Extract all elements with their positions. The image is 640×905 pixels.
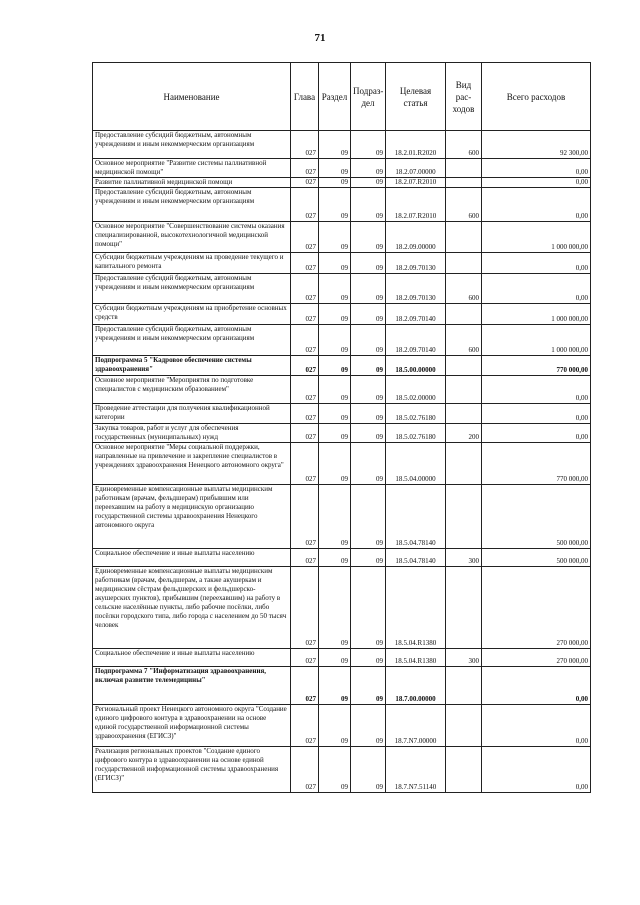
row-name: Единовременные компенсационные выплаты медицинским работникам (врачам, фельдшерам, а также акушеркам и медицинским сёстрам фельдшерских и фельдшерско-акушерских пунктов), прибывшим (переехавшим) на работу в сельские населённые пункты, либо рабочие посёлки, либо посёлки городского типа, либо города с населением до 50 тысяч человек [93,567,291,649]
row-expense-type [446,567,482,649]
row-section: 09 [319,443,351,485]
row-subsection: 09 [351,649,386,667]
row-expense-type [446,253,482,274]
row-expense-type [446,705,482,747]
row-subsection: 09 [351,131,386,159]
table-row [93,188,591,222]
row-chapter: 027 [291,443,319,485]
row-name: Субсидии бюджетным учреждениям на проведение текущего и капитального ремонта [93,253,291,274]
row-subsection: 09 [351,159,386,178]
row-section: 09 [319,253,351,274]
row-section: 09 [319,376,351,404]
row-total: 92 300,00 [482,131,591,159]
row-section: 09 [319,356,351,376]
row-total: 0,00 [482,404,591,424]
row-section: 09 [319,567,351,649]
row-subsection: 09 [351,325,386,356]
row-total: 0,00 [482,376,591,404]
row-target: 18.5.04.R1380 [386,567,446,649]
row-name: Социальное обеспечение и иные выплаты населению [93,549,291,567]
row-chapter: 027 [291,485,319,549]
row-total: 770 000,00 [482,356,591,376]
table-row [93,356,591,376]
row-expense-type [446,304,482,325]
row-target: 18.5.04.78140 [386,549,446,567]
row-chapter: 027 [291,747,319,793]
table-row [93,485,591,549]
row-expense-type: 600 [446,131,482,159]
row-name: Реализация региональных проектов "Создание единого цифрового контура в здравоохранении на основе единой государственной информационной системы здравоохранения (ЕГИСЗ)" [93,747,291,793]
row-chapter: 027 [291,649,319,667]
row-name: Развитие паллиативной медицинской помощи [93,178,291,188]
row-target: 18.5.02.76180 [386,424,446,443]
row-expense-type [446,443,482,485]
row-target: 18.7.N7.51140 [386,747,446,793]
row-name: Региональный проект Ненецкого автономного округа "Создание единого цифрового контура в здравоохранении на основе единой государственной информационной системы здравоохранения (ЕГИСЗ)" [93,705,291,747]
row-subsection: 09 [351,667,386,705]
row-expense-type: 600 [446,274,482,304]
row-target: 18.2.09.70130 [386,253,446,274]
row-subsection: 09 [351,356,386,376]
row-section: 09 [319,131,351,159]
row-subsection: 09 [351,404,386,424]
row-subsection: 09 [351,424,386,443]
table-row [93,325,591,356]
row-name: Основное мероприятие "Меры социальной поддержки, направленные на привлечение и закрепление специалистов в учреждениях здравоохранения Ненецкого автономного округа" [93,443,291,485]
row-target: 18.2.07.R2010 [386,178,446,188]
row-total: 770 000,00 [482,443,591,485]
row-chapter: 027 [291,549,319,567]
row-name: Социальное обеспечение и иные выплаты населению [93,649,291,667]
row-total: 1 000 000,00 [482,304,591,325]
row-total: 0,00 [482,424,591,443]
row-name: Подпрограмма 7 "Информатизация здравоохранения, включая развитие телемедицины" [93,667,291,705]
row-expense-type [446,376,482,404]
row-subsection: 09 [351,567,386,649]
row-expense-type [446,222,482,253]
row-target: 18.2.01.R2020 [386,131,446,159]
row-name: Единовременные компенсационные выплаты медицинским работникам (врачам, фельдшерам) прибывшим или переехавшим на работу в медицинскую организацию государственной системы здравоохранения Ненецкого автономного округа [93,485,291,549]
row-subsection: 09 [351,549,386,567]
row-target: 18.2.07.00000 [386,159,446,178]
row-target: 18.7.00.00000 [386,667,446,705]
row-chapter: 027 [291,376,319,404]
row-expense-type: 600 [446,325,482,356]
row-target: 18.5.04.00000 [386,443,446,485]
row-subsection: 09 [351,376,386,404]
row-expense-type: 600 [446,188,482,222]
row-total: 0,00 [482,178,591,188]
row-section: 09 [319,424,351,443]
row-total: 270 000,00 [482,567,591,649]
row-section: 09 [319,159,351,178]
row-subsection: 09 [351,253,386,274]
table-row [93,159,591,178]
row-total: 500 000,00 [482,485,591,549]
row-name: Основное мероприятие "Мероприятия по подготовке специалистов с медицинским образованием" [93,376,291,404]
row-chapter: 027 [291,253,319,274]
row-total: 0,00 [482,253,591,274]
row-total: 0,00 [482,747,591,793]
row-expense-type [446,404,482,424]
row-target: 18.5.02.00000 [386,376,446,404]
row-section: 09 [319,188,351,222]
row-chapter: 027 [291,705,319,747]
table-header-row [93,63,591,131]
row-expense-type [446,485,482,549]
row-name: Предоставление субсидий бюджетным, автономным учреждениям и иным некоммерческим организациям [93,131,291,159]
row-expense-type [446,747,482,793]
row-chapter: 027 [291,325,319,356]
budget-table [92,62,591,793]
row-total: 0,00 [482,705,591,747]
row-section: 09 [319,667,351,705]
row-name: Субсидии бюджетным учреждениям на приобретение основных средств [93,304,291,325]
row-total: 270 000,00 [482,649,591,667]
row-name: Закупка товаров, работ и услуг для обеспечения государственных (муниципальных) нужд [93,424,291,443]
table-row [93,178,591,188]
row-chapter: 027 [291,188,319,222]
table-row [93,667,591,705]
row-chapter: 027 [291,131,319,159]
row-chapter: 027 [291,274,319,304]
row-subsection: 09 [351,485,386,549]
row-expense-type [446,178,482,188]
table-row [93,705,591,747]
row-subsection: 09 [351,188,386,222]
row-subsection: 09 [351,304,386,325]
table-row [93,376,591,404]
row-name: Предоставление субсидий бюджетным, автономным учреждениям и иным некоммерческим организациям [93,188,291,222]
row-name: Подпрограмма 5 "Кадровое обеспечение системы здравоохранения" [93,356,291,376]
row-total: 0,00 [482,274,591,304]
row-subsection: 09 [351,274,386,304]
row-section: 09 [319,222,351,253]
row-chapter: 027 [291,159,319,178]
row-target: 18.5.04.R1380 [386,649,446,667]
header-target: Целевая статья [386,63,446,131]
row-expense-type: 200 [446,424,482,443]
row-chapter: 027 [291,404,319,424]
header-chapter: Глава [291,63,319,131]
table-row [93,424,591,443]
row-section: 09 [319,649,351,667]
row-target: 18.2.09.00000 [386,222,446,253]
table-row [93,404,591,424]
table-row [93,567,591,649]
row-total: 0,00 [482,667,591,705]
row-subsection: 09 [351,222,386,253]
header-subsection: Подраз- дел [351,63,386,131]
row-name: Основное мероприятие "Совершенствование системы оказания специализированной, высокотехнологичной медицинской помощи" [93,222,291,253]
table-row [93,253,591,274]
row-target: 18.2.09.70140 [386,325,446,356]
table-row [93,443,591,485]
table-row [93,304,591,325]
row-section: 09 [319,178,351,188]
row-section: 09 [319,325,351,356]
row-chapter: 027 [291,304,319,325]
row-subsection: 09 [351,443,386,485]
table-row [93,549,591,567]
row-chapter: 027 [291,222,319,253]
row-name: Проведение аттестации для получения квалификационной категории [93,404,291,424]
row-section: 09 [319,485,351,549]
row-expense-type: 300 [446,649,482,667]
row-section: 09 [319,304,351,325]
row-section: 09 [319,747,351,793]
row-chapter: 027 [291,667,319,705]
row-target: 18.2.09.70130 [386,274,446,304]
row-total: 1 000 000,00 [482,222,591,253]
header-expense-type: Вид рас- ходов [446,63,482,131]
row-subsection: 09 [351,747,386,793]
row-chapter: 027 [291,424,319,443]
row-expense-type [446,667,482,705]
table-row [93,747,591,793]
page-number: 71 [314,32,326,44]
row-chapter: 027 [291,567,319,649]
table-row [93,649,591,667]
row-total: 500 000,00 [482,549,591,567]
row-total: 1 000 000,00 [482,325,591,356]
table-row [93,222,591,253]
row-section: 09 [319,705,351,747]
row-target: 18.5.00.00000 [386,356,446,376]
header-name: Наименование [93,63,291,131]
row-name: Предоставление субсидий бюджетным, автономным учреждениям и иным некоммерческим организациям [93,325,291,356]
row-chapter: 027 [291,178,319,188]
row-section: 09 [319,404,351,424]
row-subsection: 09 [351,705,386,747]
row-total: 0,00 [482,188,591,222]
row-expense-type [446,159,482,178]
row-section: 09 [319,549,351,567]
row-chapter: 027 [291,356,319,376]
table-row [93,274,591,304]
row-section: 09 [319,274,351,304]
row-target: 18.5.02.76180 [386,404,446,424]
row-expense-type: 300 [446,549,482,567]
row-target: 18.7.N7.00000 [386,705,446,747]
row-total: 0,00 [482,159,591,178]
row-name: Основное мероприятие "Развитие системы паллиативной медицинской помощи" [93,159,291,178]
header-section: Раздел [319,63,351,131]
row-target: 18.2.09.70140 [386,304,446,325]
row-target: 18.2.07.R2010 [386,188,446,222]
row-name: Предоставление субсидий бюджетным, автономным учреждениям и иным некоммерческим организациям [93,274,291,304]
header-total: Всего расходов [482,63,591,131]
table-row [93,131,591,159]
row-target: 18.5.04.78140 [386,485,446,549]
row-expense-type [446,356,482,376]
row-subsection: 09 [351,178,386,188]
